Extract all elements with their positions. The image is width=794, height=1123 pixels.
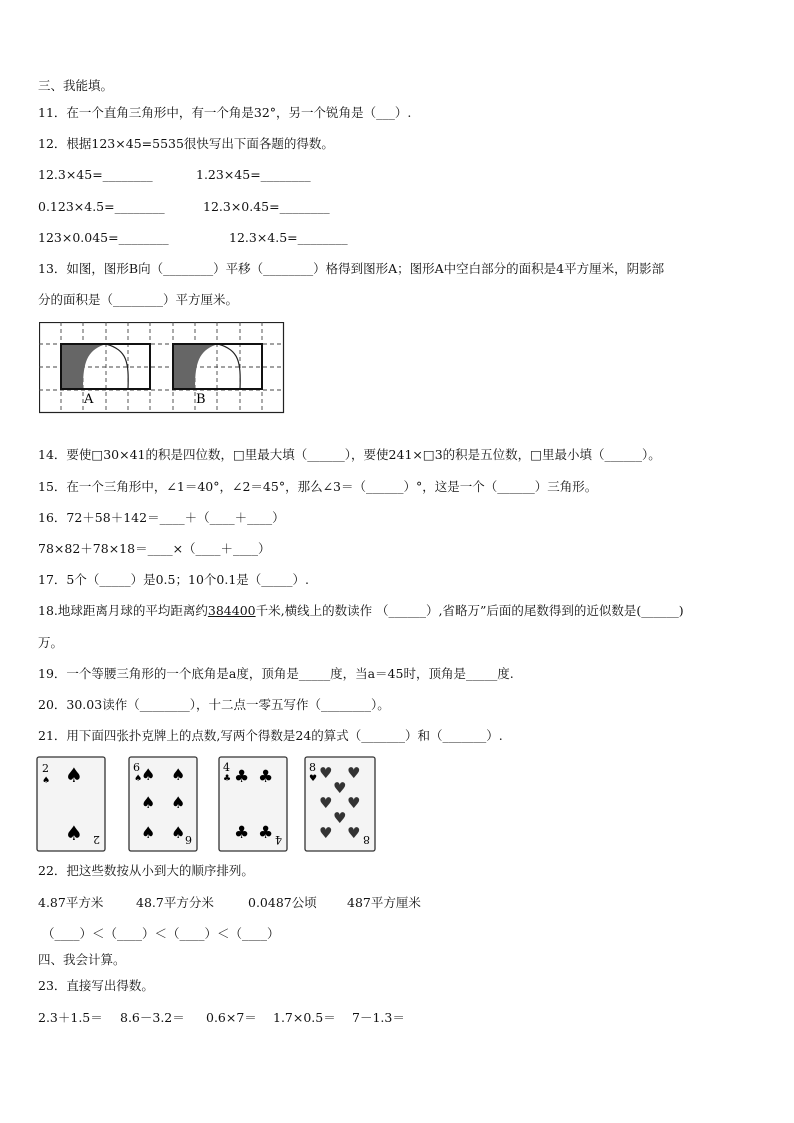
- heart-icon: ♥: [347, 764, 361, 782]
- question-18-line2: 万。: [38, 635, 64, 650]
- question-13-line1: 13．如图，图形B向（________）平移（________）格得到图形A；图形A中空白部分的面积是4平方厘米，阴影部: [38, 261, 665, 276]
- question-14: 14．要使□30×41的积是四位数，□里最大填（______），要使241×□3的积是五位数，□里最小填（______）。: [38, 447, 661, 462]
- club-icon: ♣: [258, 823, 274, 843]
- card2-rank: 6: [133, 761, 140, 774]
- spade-icon: ♠: [141, 793, 156, 812]
- card4-rank-inverted: 8: [363, 833, 370, 846]
- question-12: 12．根据123×45=5535很快写出下面各题的得数。: [38, 136, 334, 151]
- spade-icon: ♠: [171, 793, 186, 812]
- label-a: A: [84, 392, 94, 407]
- spade-icon: ♠: [65, 763, 83, 787]
- card3-rank: 4: [223, 761, 230, 774]
- question-22: 22．把这些数按从小到大的顺序排列。: [38, 863, 254, 878]
- heart-icon: ♥: [319, 764, 333, 782]
- q18-post: 千米,横线上的数读作 （______）,省略万”后面的尾数得到的近似数是(______): [255, 603, 684, 618]
- q22-value-3: 0.0487公顷: [248, 895, 317, 910]
- q12-item-4: 12.3×0.45=________: [203, 199, 330, 214]
- playing-cards: [34, 756, 380, 853]
- card3-rank-inverted: 4: [275, 833, 282, 846]
- q18-pre: 18.地球距离月球的平均距离约: [38, 603, 208, 618]
- question-16-line1: 16．72＋58＋142＝____＋（____＋____）: [38, 510, 285, 525]
- heart-icon: ♥: [347, 824, 361, 842]
- card-4-clubs: [219, 757, 287, 851]
- card2-suit-small: ♠: [134, 774, 143, 784]
- q12-item-6: 12.3×4.5=________: [229, 230, 348, 245]
- card2-rank-inverted: 6: [185, 833, 192, 846]
- q18-underlined-number: 384400: [207, 603, 256, 618]
- card1-suit-small: ♠: [42, 776, 51, 786]
- card-6-spades: [129, 757, 197, 851]
- q23-item-5: 7－1.3＝: [352, 1010, 405, 1025]
- q12-item-2: 1.23×45=________: [196, 167, 311, 182]
- card4-rank: 8: [309, 761, 316, 774]
- question-16-line2: 78×82＋78×18＝____×（____＋____）: [38, 541, 271, 556]
- q12-item-5: 123×0.045=________: [38, 230, 169, 245]
- q12-item-1: 12.3×45=________: [38, 167, 153, 182]
- question-11: 11．在一个直角三角形中，有一个角是32°，另一个锐角是（___）.: [38, 105, 412, 120]
- spade-icon: ♠: [141, 823, 156, 842]
- heart-icon: ♥: [347, 794, 361, 812]
- question-13-line2: 分的面积是（________）平方厘米。: [38, 292, 239, 307]
- card3-suit-small: ♣: [223, 774, 232, 784]
- question-20: 20．30.03读作（________），十二点一零五写作（________）。: [38, 697, 390, 712]
- question-17: 17．5个（_____）是0.5；10个0.1是（_____）.: [38, 572, 309, 587]
- card-8-hearts: [305, 757, 375, 851]
- spade-icon: ♠: [65, 821, 83, 845]
- question-18-line1: [38, 603, 684, 619]
- question-19: 19．一个等腰三角形的一个底角是a度，顶角是_____度，当a＝45时，顶角是_____度.: [38, 666, 514, 681]
- q22-order-blanks: （____）＜（____）＜（____）＜（____）: [42, 926, 280, 941]
- q22-value-2: 48.7平方分米: [136, 895, 214, 910]
- question-21: 21．用下面四张扑克牌上的点数,写两个得数是24的算式（_______）和（_______）.: [38, 728, 503, 743]
- heart-icon: ♥: [319, 824, 333, 842]
- section-four-heading: 四、我会计算。: [38, 952, 126, 967]
- q23-item-1: 2.3＋1.5＝: [38, 1010, 103, 1025]
- club-icon: ♣: [234, 823, 250, 843]
- question-23: 23．直接写出得数。: [38, 978, 154, 993]
- q22-value-4: 487平方厘米: [347, 895, 421, 910]
- card1-rank: 2: [42, 762, 49, 775]
- q23-item-2: 8.6－3.2＝: [120, 1010, 185, 1025]
- question-15: 15．在一个三角形中，∠1＝40°，∠2＝45°，那么∠3＝（______）°，这是一个（______）三角形。: [38, 479, 598, 494]
- club-icon: ♣: [258, 767, 274, 787]
- section-three-heading: 三、我能填。: [38, 78, 114, 93]
- club-icon: ♣: [234, 767, 250, 787]
- card-2-spades: [37, 757, 105, 851]
- heart-icon: ♥: [333, 809, 347, 827]
- q22-value-1: 4.87平方米: [38, 895, 104, 910]
- grid-figure: [39, 322, 285, 414]
- card4-suit-small: ♥: [309, 774, 318, 784]
- heart-icon: ♥: [319, 794, 333, 812]
- spade-icon: ♠: [141, 765, 156, 784]
- spade-icon: ♠: [171, 765, 186, 784]
- q23-item-4: 1.7×0.5＝: [273, 1010, 336, 1025]
- heart-icon: ♥: [333, 779, 347, 797]
- q12-item-3: 0.123×4.5=________: [38, 199, 165, 214]
- card1-rank-inverted: 2: [93, 833, 100, 846]
- q23-item-3: 0.6×7＝: [206, 1010, 257, 1025]
- label-b: B: [196, 392, 206, 407]
- spade-icon: ♠: [171, 823, 186, 842]
